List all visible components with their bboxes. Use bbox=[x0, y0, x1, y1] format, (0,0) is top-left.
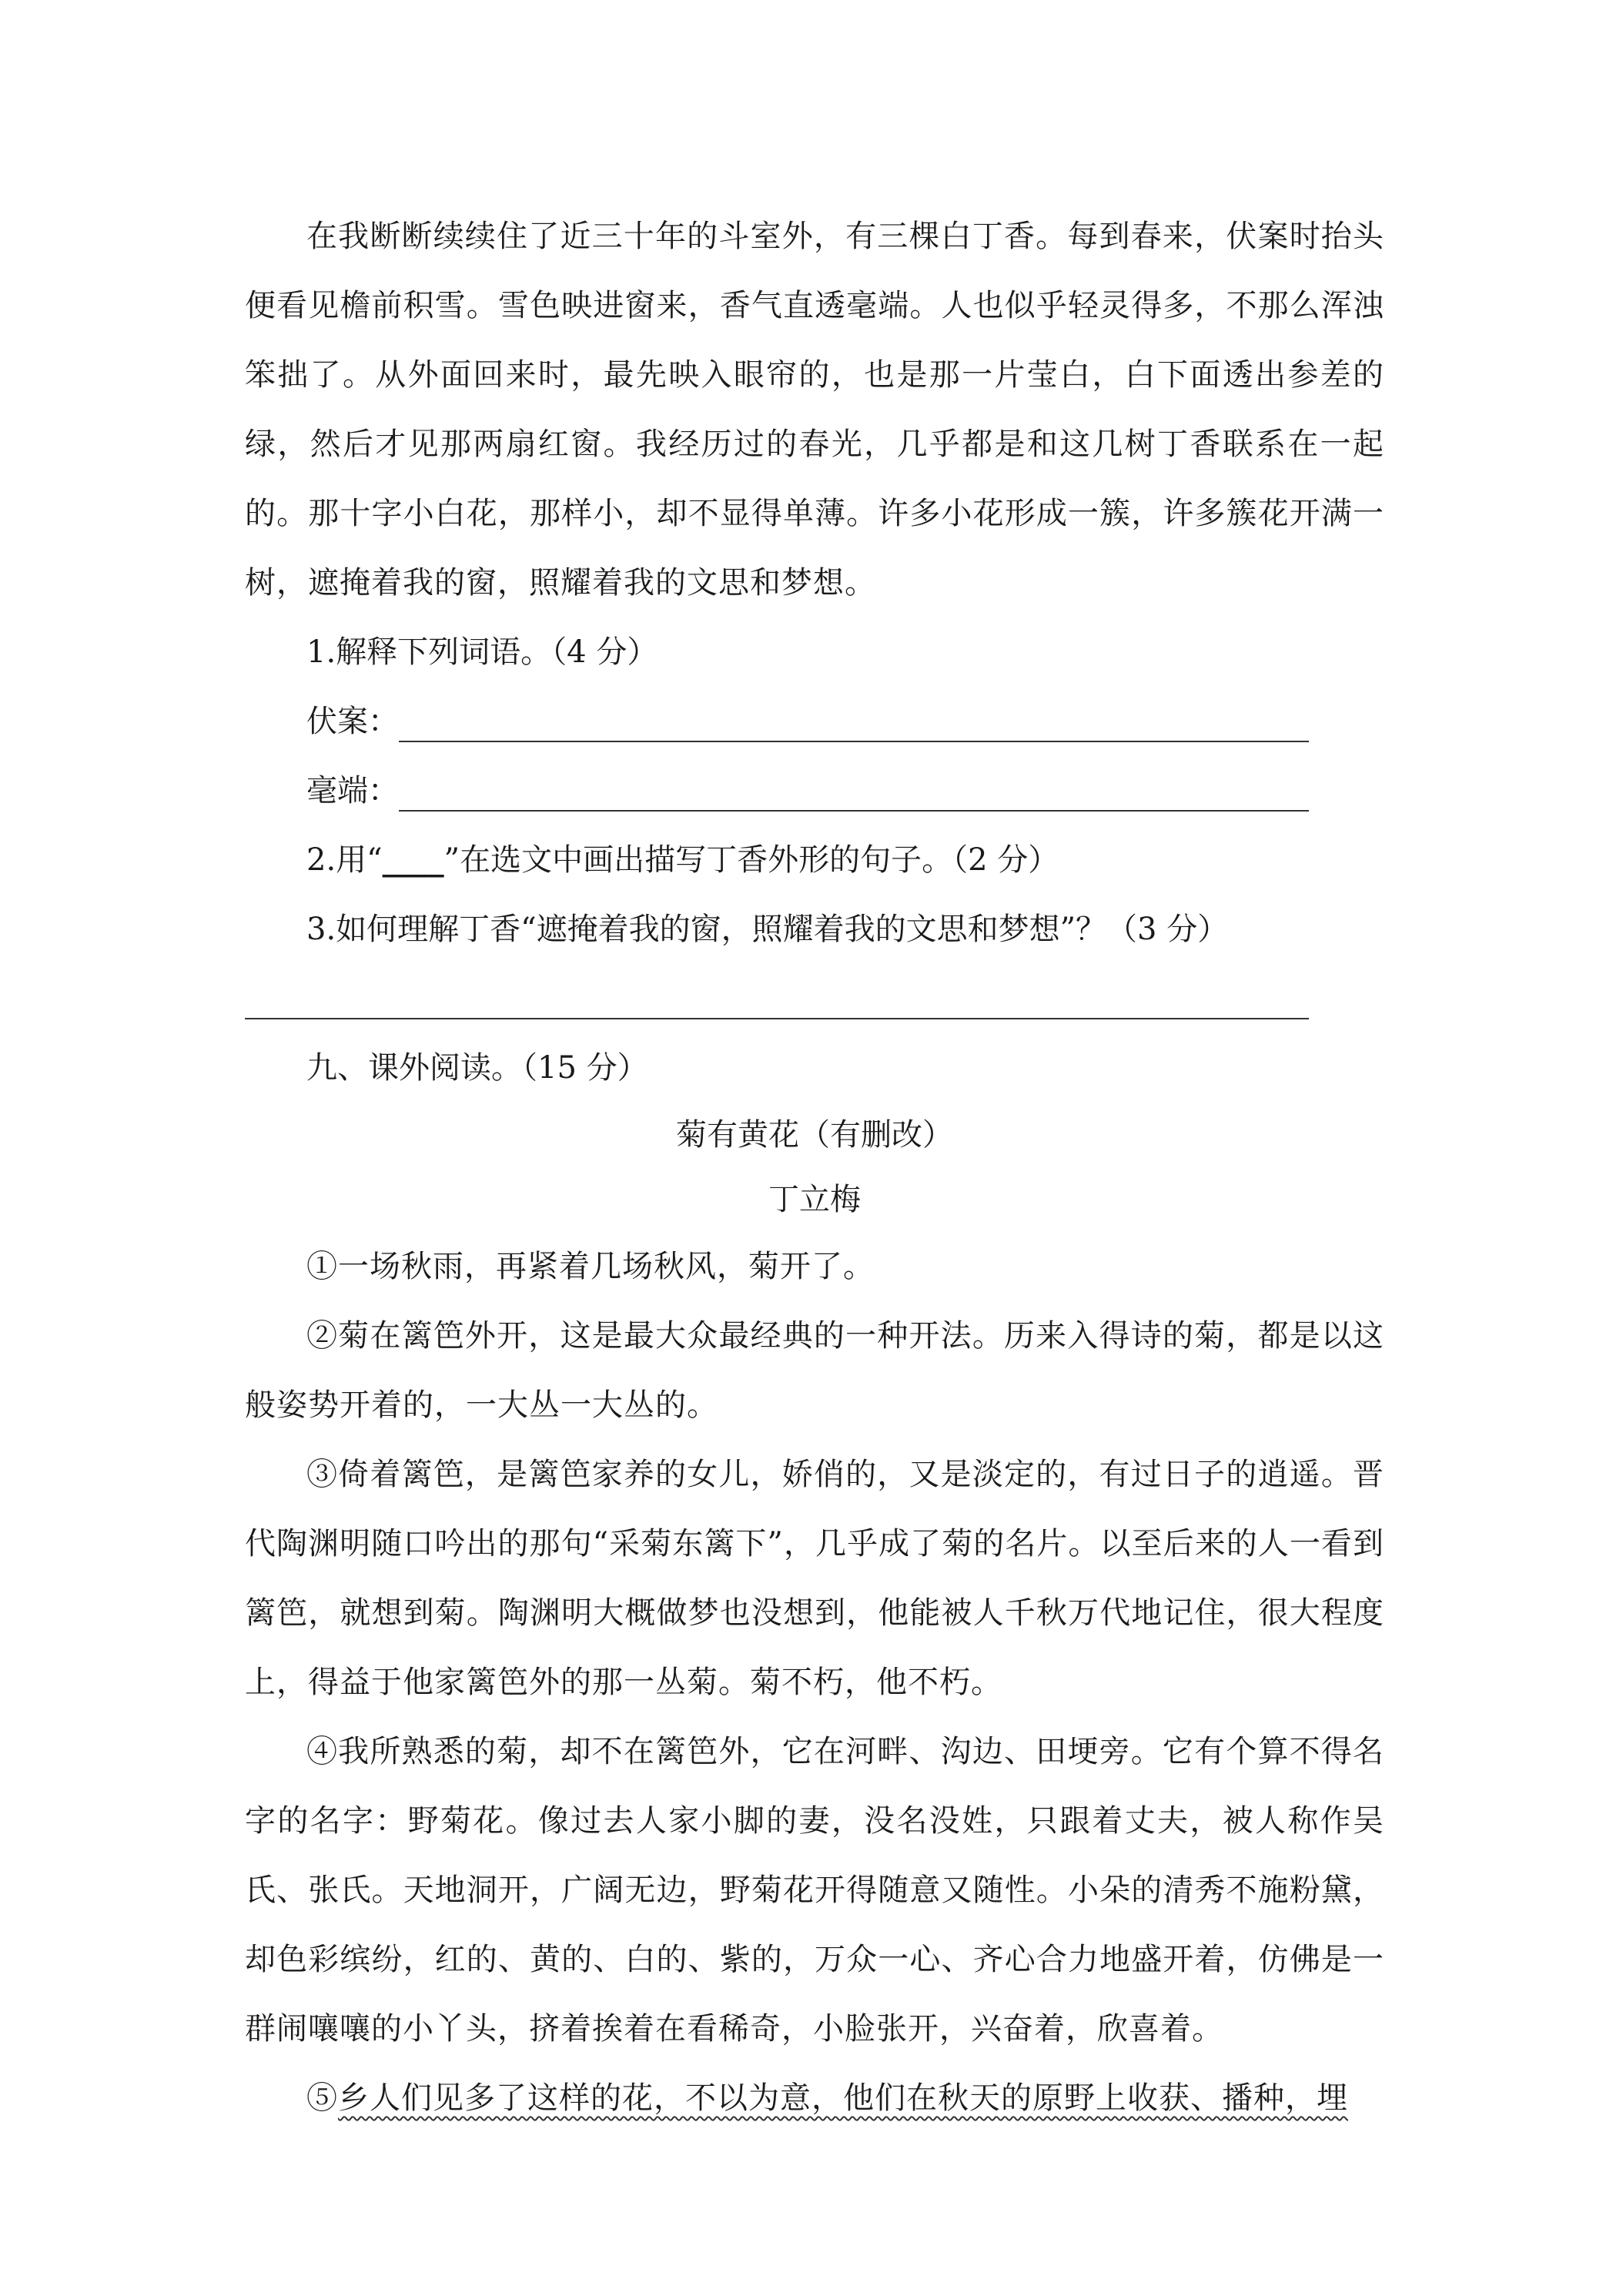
answer-blank-fuan[interactable] bbox=[399, 741, 1309, 742]
question-1: 1.解释下列词语。（4 分） bbox=[306, 634, 658, 670]
paragraph-5-wavy-text: 乡人们见多了这样的花，不以为意，他们在秋天的原野上收获、播种，埋 bbox=[338, 2080, 1348, 2116]
answer-blank-q3[interactable] bbox=[245, 1018, 1309, 1019]
passage-lilac: 在我断断续续住了近三十年的斗室外，有三棵白丁香。每到春来，伏案时抬头便看见檐前积雪。雪色映进窗来，香气直透毫端。人也似乎轻灵得多，不那么浑浊笨拙了。从外面回来时，最先映入眼帘的，也是那一片莹白，白下面透出参差的绿，然后才见那两扇红窗。我经历过的春光，几乎都是和这几树丁香联系在一起的。那十字小白花，那样小，却不显得单薄。许多小花形成一簇，许多簇花开满一树，遮掩着我的窗，照耀着我的文思和梦想。 bbox=[245, 219, 1384, 601]
article-author: 丁立梅 bbox=[768, 1182, 861, 1217]
article-paragraph-1: ①一场秋雨，再紧着几场秋风，菊开了。 bbox=[306, 1249, 875, 1284]
article-paragraph-2: ②菊在篱笆外开，这是最大众最经典的一种开法。历来入得诗的菊，都是以这般姿势开着的，一大丛一大丛的。 bbox=[245, 1318, 1384, 1423]
article-paragraph-4: ④我所熟悉的菊，却不在篱笆外，它在河畔、沟边、田埂旁。它有个算不得名字的名字：野菊花。像过去人家小脚的妻，没名没姓，只跟着丈夫，被人称作吴氏、张氏。天地洞开，广阔无边，野菊花开得随意又随性。小朵的清秀不施粉黛，却色彩缤纷，红的、黄的、白的、紫的，万众一心、齐心合力地盛开着，仿佛是一群闹嚷嚷的小丫头，挤着挨着在看稀奇，小脸张开，兴奋着，欣喜着。 bbox=[245, 1734, 1384, 2047]
article-paragraph-5 bbox=[245, 2063, 1384, 2133]
word-haoduan-label: 毫端： bbox=[306, 773, 399, 808]
answer-row-haoduan bbox=[245, 756, 1384, 825]
answer-row-fuan bbox=[245, 687, 1384, 756]
question-2 bbox=[245, 825, 1384, 895]
article-title: 菊有黄花（有删改） bbox=[676, 1117, 953, 1153]
answer-blank-haoduan[interactable] bbox=[399, 810, 1309, 812]
question-3: 3.如何理解丁香“遮掩着我的窗，照耀着我的文思和梦想”？（3 分） bbox=[306, 912, 1229, 947]
section-9-heading: 九、课外阅读。（15 分） bbox=[306, 1050, 648, 1086]
answer-row-q3 bbox=[245, 964, 1384, 1033]
question-2-suffix: ”在选文中画出描写丁香外形的句子。（2 分） bbox=[443, 842, 1059, 878]
question-2-prefix: 2.用“ bbox=[306, 842, 383, 878]
paragraph-5-number: ⑤ bbox=[306, 2080, 338, 2116]
word-fuan-label: 伏案： bbox=[306, 704, 399, 739]
document-page bbox=[245, 202, 1384, 2133]
underline-mark: ____ bbox=[382, 842, 444, 878]
article-paragraph-3: ③倚着篱笆，是篱笆家养的女儿，娇俏的，又是淡定的，有过日子的逍遥。晋代陶渊明随口吟出的那句“采菊东篱下”，几乎成了菊的名片。以至后来的人一看到篱笆，就想到菊。陶渊明大概做梦也没想到，他能被人千秋万代地记住，很大程度上，得益于他家篱笆外的那一丛菊。菊不朽，他不朽。 bbox=[245, 1457, 1384, 1700]
